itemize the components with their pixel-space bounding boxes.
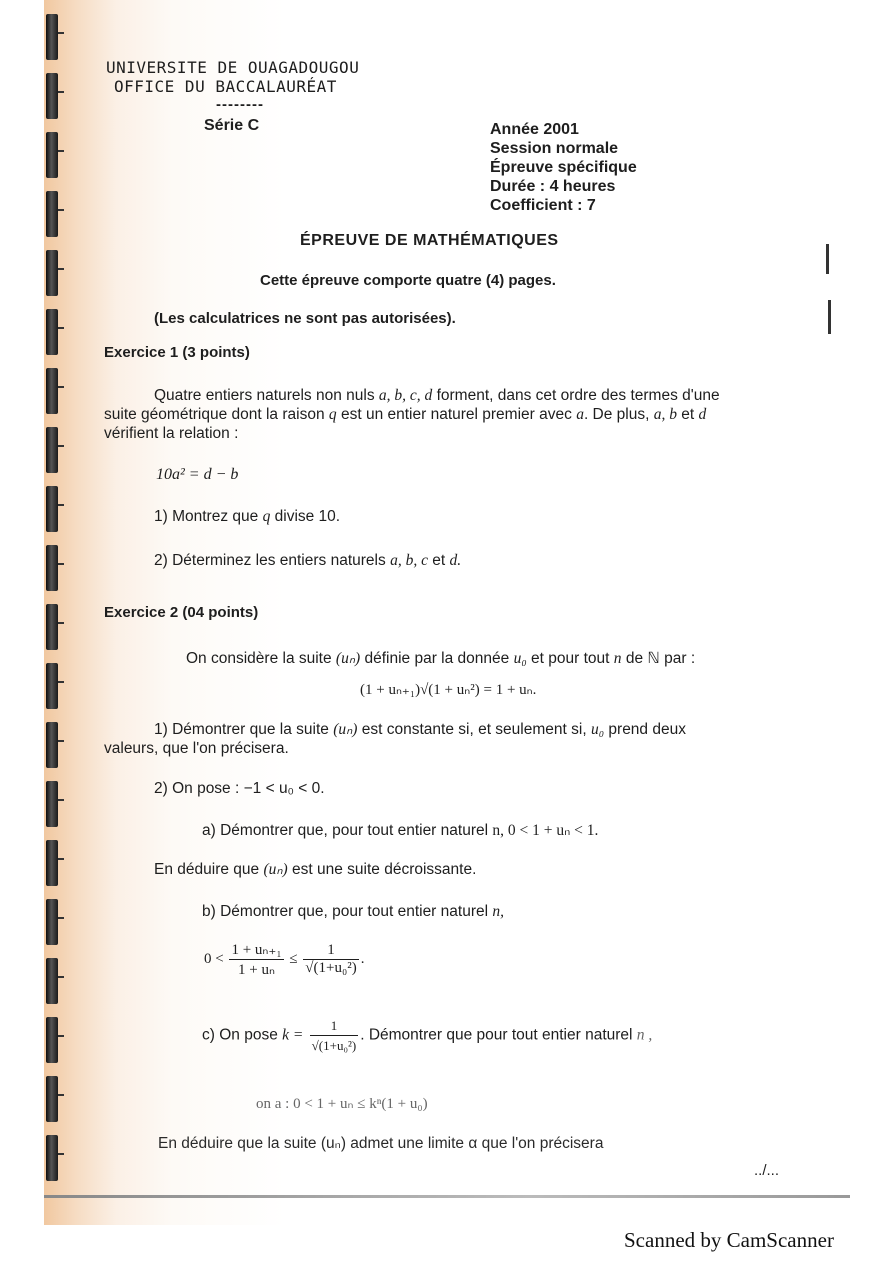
binding-ring bbox=[46, 1076, 58, 1122]
binding-ring bbox=[46, 604, 58, 650]
exercise-1-intro-line1: Quatre entiers naturels non nuls a, b, c, d forment, dans cet ordre des termes d'une bbox=[154, 387, 720, 404]
binding-ring bbox=[46, 1135, 58, 1181]
binding-ring bbox=[46, 427, 58, 473]
exercise-1-question-2: 2) Déterminez les entiers naturels a, b, c et d. bbox=[154, 552, 462, 569]
binding-ring bbox=[46, 1017, 58, 1063]
binding-ring bbox=[46, 958, 58, 1004]
exercise-2-question-2b: b) Démontrer que, pour tout entier naturel n, bbox=[202, 903, 504, 920]
university-name: UNIVERSITE DE OUAGADOUGOU bbox=[106, 58, 360, 77]
fraction-k: $\frac{1}{\text{√(1+u₀²)}}$ bbox=[311, 1018, 357, 1053]
exam-title: ÉPREUVE DE MATHÉMATIQUES bbox=[300, 232, 559, 249]
binding-ring bbox=[46, 545, 58, 591]
annee-label: Année 2001 bbox=[490, 121, 579, 138]
exercise-2-question-1-line2: valeurs, que l'on précisera. bbox=[104, 740, 289, 757]
binding-ring bbox=[46, 14, 58, 60]
exercise-2-question-2c-deduce: En déduire que la suite (uₙ) admet une limite α que l'on précisera bbox=[158, 1135, 604, 1152]
inequality-2b: 0 < $\frac{\text{1 + uₙ₊₁}}{\text{1 + uₙ}}$ ≤ $\frac{1}{\text{√(1+u₀²)}}$ . bbox=[204, 942, 365, 978]
fraction-bound: $\frac{1}{\text{√(1+u₀²)}}$ bbox=[305, 942, 357, 976]
exercise-2-question-2c-inequality: on a : 0 < 1 + uₙ ≤ kⁿ(1 + u₀) bbox=[256, 1096, 428, 1112]
binding-ring bbox=[46, 73, 58, 119]
exercise-2-question-1-line1: 1) Démontrer que la suite (uₙ) est constante si, et seulement si, u₀ prend deux bbox=[154, 721, 686, 738]
exercise-2-question-2a: a) Démontrer que, pour tout entier naturel n, 0 < 1 + uₙ < 1. bbox=[202, 822, 599, 839]
binding-ring bbox=[46, 781, 58, 827]
exercise-2-question-2: 2) On pose : −1 < u₀ < 0. bbox=[154, 780, 325, 797]
serie-label: Série C bbox=[204, 117, 260, 134]
header-separator: -------- bbox=[216, 96, 264, 113]
exam-page bbox=[44, 0, 850, 1225]
binding-ring bbox=[46, 309, 58, 355]
binding-ring bbox=[46, 722, 58, 768]
exercise-1-heading: Exercice 1 (3 points) bbox=[104, 344, 250, 361]
continued-mark: ../... bbox=[754, 1162, 780, 1179]
binding-ring bbox=[46, 368, 58, 414]
session-label: Session normale bbox=[490, 140, 619, 157]
binding-ring bbox=[46, 132, 58, 178]
epreuve-type-label: Épreuve spécifique bbox=[490, 159, 637, 176]
relation-equation: 10a² = d − b bbox=[156, 466, 239, 483]
margin-mark bbox=[826, 244, 829, 274]
binding-ring bbox=[46, 191, 58, 237]
office-name: OFFICE DU BACCALAURÉAT bbox=[114, 77, 337, 96]
duree-label: Durée : 4 heures bbox=[490, 178, 616, 195]
binding-ring bbox=[46, 486, 58, 532]
calculator-note: (Les calculatrices ne sont pas autorisées). bbox=[154, 310, 456, 327]
exercise-2-question-2c: c) On pose k = $\frac{1}{\text{√(1+u₀²)}}$ . Démontrer que pour tout entier naturel n , bbox=[202, 1018, 653, 1053]
coefficient-label: Coefficient : 7 bbox=[490, 197, 596, 214]
exercise-1-intro-line3: vérifient la relation : bbox=[104, 425, 239, 442]
spiral-binding bbox=[44, 0, 66, 1225]
page-bottom-edge bbox=[44, 1195, 850, 1198]
binding-ring bbox=[46, 899, 58, 945]
binding-ring bbox=[46, 663, 58, 709]
binding-ring bbox=[46, 840, 58, 886]
binding-ring bbox=[46, 250, 58, 296]
recurrence-relation: (1 + uₙ₊₁)√(1 + uₙ²) = 1 + uₙ. bbox=[360, 682, 537, 698]
fraction-ratio: $\frac{\text{1 + uₙ₊₁}}{\text{1 + uₙ}}$ bbox=[231, 942, 282, 978]
margin-mark bbox=[828, 300, 831, 334]
exercise-2-heading: Exercice 2 (04 points) bbox=[104, 604, 259, 621]
pages-note: Cette épreuve comporte quatre (4) pages. bbox=[260, 272, 556, 289]
exercise-1-intro-line2: suite géométrique dont la raison q est un entier naturel premier avec a. De plus, a, b et d bbox=[104, 406, 707, 423]
exercise-2-intro: On considère la suite (uₙ) définie par la donnée u₀ et pour tout n de ℕ par : bbox=[186, 650, 696, 667]
camscanner-watermark: Scanned by CamScanner bbox=[624, 1228, 834, 1252]
exercise-1-question-1: 1) Montrez que q divise 10. bbox=[154, 508, 341, 525]
exercise-2-question-2a-deduce: En déduire que (uₙ) est une suite décroissante. bbox=[154, 861, 477, 878]
